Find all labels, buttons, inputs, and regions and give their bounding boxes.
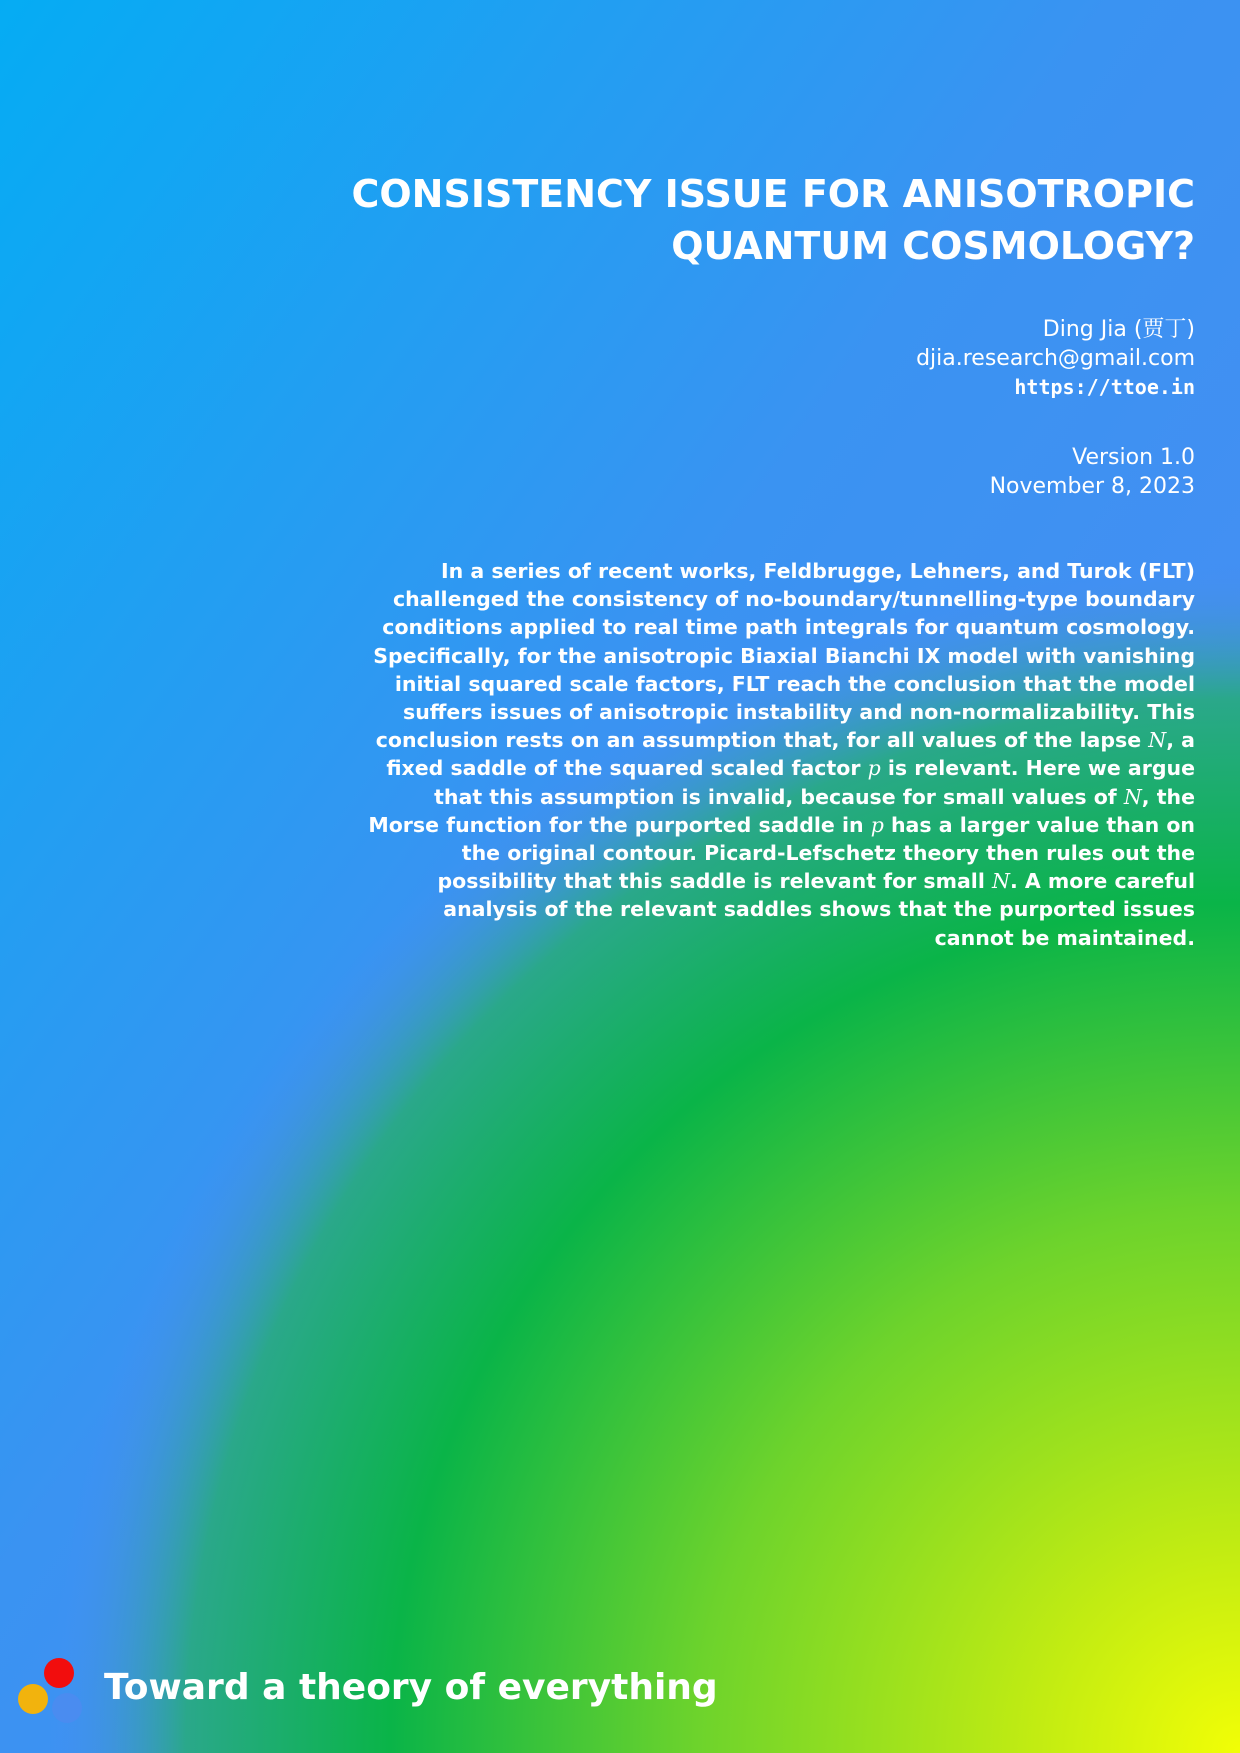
logo-blue-dot (52, 1693, 82, 1723)
math-variable: p (867, 756, 881, 781)
logo-yellow-dot (18, 1684, 48, 1714)
abstract-line: the original contour. Picard-Lefschetz theory then rules out the (461, 841, 1195, 866)
abstract-line: suffers issues of anisotropic instability and non-normalizability. This (403, 700, 1195, 725)
footer-brand (14, 1655, 718, 1725)
version-date: November 8, 2023 (989, 474, 1195, 499)
abstract-line: initial squared scale factors, FLT reach the conclusion that the model (394, 671, 1195, 696)
abstract-text: , the (1141, 784, 1195, 809)
math-variable: p (870, 812, 884, 837)
abstract-line: cannot be maintained. (934, 925, 1195, 950)
abstract-line: Specifically, for the anisotropic Biaxial Bianchi IX model with vanishing (373, 643, 1195, 668)
abstract-line: challenged the consistency of no-boundary/tunnelling-type boundary (392, 587, 1195, 612)
abstract-line (335, 811, 1195, 839)
title-line-2: QUANTUM COSMOLOGY? (671, 224, 1195, 268)
abstract-line (335, 726, 1195, 754)
paper-title (295, 168, 1195, 272)
math-variable: N (1148, 728, 1167, 753)
abstract-text: is relevant. Here we argue (880, 756, 1195, 781)
abstract-text: possibility that this saddle is relevant for small (437, 869, 992, 894)
abstract-line: analysis of the relevant saddles shows that the purported issues (443, 897, 1195, 922)
abstract-line: In a series of recent works, Feldbrugge, Lehners, and Turok (FLT) (441, 559, 1195, 583)
abstract-line (335, 867, 1195, 895)
abstract-text: that this assumption is invalid, because for small values of (434, 784, 1124, 809)
math-variable: N (1123, 784, 1142, 809)
title-line-1: CONSISTENCY ISSUE FOR ANISOTROPIC (351, 172, 1195, 216)
abstract-text: , a (1166, 728, 1195, 753)
author-website[interactable]: https://ttoe.in (1014, 375, 1195, 399)
version-label: Version 1.0 (1072, 445, 1195, 470)
abstract-text: has a larger value than on (883, 812, 1195, 837)
abstract-text: fixed saddle of the squared scaled factor (386, 756, 868, 781)
logo-red-dot (44, 1658, 74, 1688)
abstract-line (335, 754, 1195, 782)
version-block (990, 443, 1195, 501)
author-block (916, 315, 1195, 402)
abstract-text: . A more careful (1009, 869, 1195, 894)
abstract (335, 557, 1195, 952)
abstract-line: conditions applied to real time path integrals for quantum cosmology. (382, 615, 1195, 640)
brand-tagline: Toward a theory of everything (104, 1667, 718, 1708)
author-name: Ding Jia (贾丁) (1042, 317, 1195, 342)
math-variable: N (992, 869, 1010, 894)
brand-logo-icon (14, 1655, 84, 1725)
abstract-text: conclusion rests on an assumption that, for all values of the lapse (375, 728, 1149, 753)
abstract-text: Morse function for the purported saddle in (368, 812, 871, 837)
abstract-line (335, 783, 1195, 811)
author-email[interactable]: djia.research@gmail.com (916, 346, 1195, 371)
